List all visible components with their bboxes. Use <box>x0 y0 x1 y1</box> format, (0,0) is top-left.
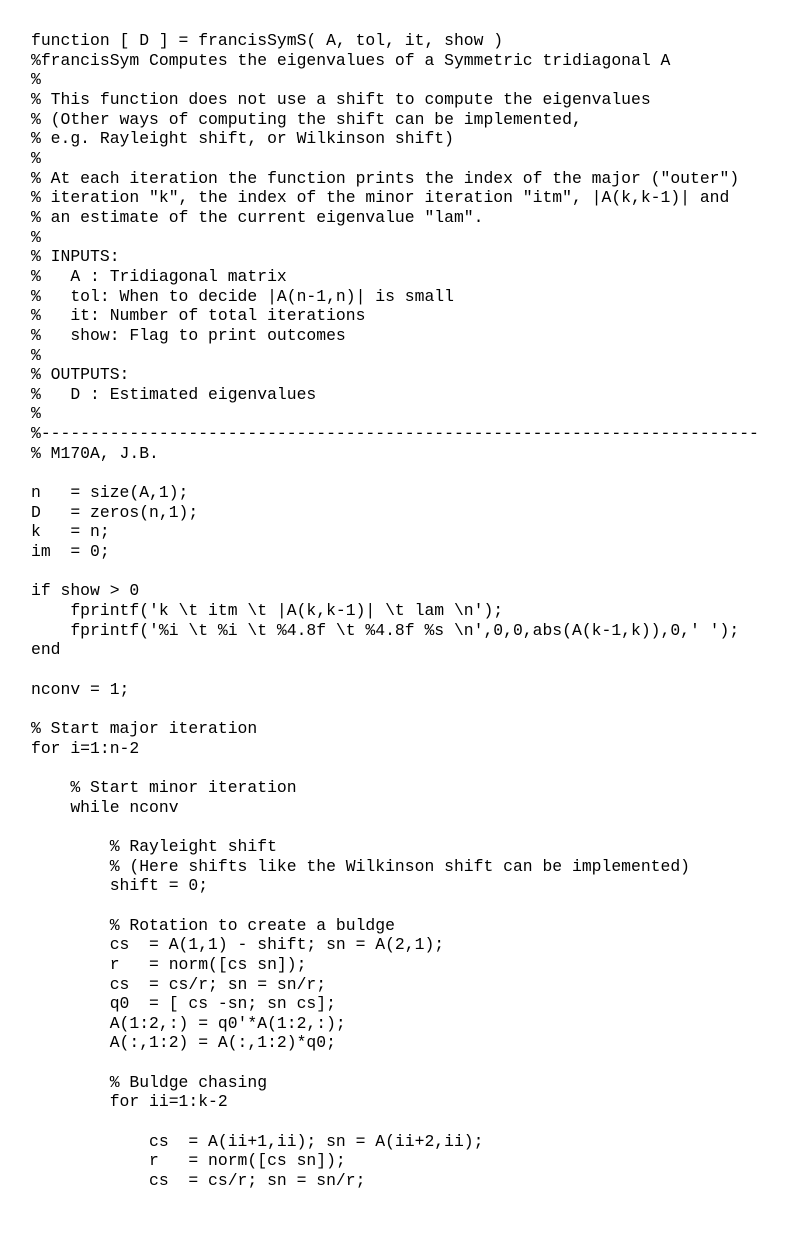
code-line: n = size(A,1); <box>31 483 189 503</box>
code-line: nconv = 1; <box>31 679 130 699</box>
code-line: % <box>31 227 41 247</box>
code-line: while nconv <box>31 797 179 817</box>
code-line: function [ D ] = francisSymS( A, tol, it, show ) <box>31 31 504 50</box>
code-line: cs = cs/r; sn = sn/r; <box>31 1171 366 1191</box>
code-line: % Rayleight shift <box>31 836 277 856</box>
code-line: q0 = [ cs -sn; sn cs]; <box>31 994 336 1014</box>
code-line: for ii=1:k-2 <box>31 1092 228 1112</box>
code-line: % Start major iteration <box>31 718 258 738</box>
code-line <box>31 758 759 778</box>
code-line: % <box>31 345 41 365</box>
code-line: A(1:2,:) = q0'*A(1:2,:); <box>31 1013 346 1033</box>
code-line: for i=1:n-2 <box>31 738 140 758</box>
code-line: % it: Number of total iterations <box>31 306 366 326</box>
code-line <box>31 817 759 837</box>
code-line: cs = A(1,1) - shift; sn = A(2,1); <box>31 935 445 955</box>
code-line: r = norm([cs sn]); <box>31 1151 346 1171</box>
code-line <box>31 699 759 719</box>
code-line: % (Other ways of computing the shift can be implemented, <box>31 109 582 129</box>
code-line: % <box>31 70 41 90</box>
code-line: fprintf('%i \t %i \t %4.8f \t %4.8f %s \n',0,0,abs(A(k-1,k)),0,' '); <box>31 620 740 640</box>
code-line: % Rotation to create a buldge <box>31 915 395 935</box>
code-line <box>31 463 759 483</box>
code-line: %------------------------------------------------------------------------- <box>31 424 759 444</box>
code-line: % A : Tridiagonal matrix <box>31 266 287 286</box>
code-line <box>31 896 759 916</box>
code-line: A(:,1:2) = A(:,1:2)*q0; <box>31 1033 336 1053</box>
code-line: % This function does not use a shift to compute the eigenvalues <box>31 89 651 109</box>
code-line: % At each iteration the function prints the index of the major ("outer") <box>31 168 740 188</box>
code-line: if show > 0 <box>31 581 140 601</box>
code-line: % D : Estimated eigenvalues <box>31 384 317 404</box>
code-line <box>31 562 759 582</box>
code-line <box>31 660 759 680</box>
code-line: % Start minor iteration <box>31 777 297 797</box>
code-line: cs = cs/r; sn = sn/r; <box>31 974 327 994</box>
code-line: % tol: When to decide |A(n-1,n)| is small <box>31 286 454 306</box>
code-line: % e.g. Rayleight shift, or Wilkinson shift) <box>31 129 454 149</box>
code-listing <box>31 31 759 1191</box>
code-line: % <box>31 404 41 424</box>
code-line: cs = A(ii+1,ii); sn = A(ii+2,ii); <box>31 1131 484 1151</box>
code-line: % show: Flag to print outcomes <box>31 325 346 345</box>
code-line: fprintf('k \t itm \t |A(k,k-1)| \t lam \n'); <box>31 601 504 621</box>
code-line: % OUTPUTS: <box>31 365 130 385</box>
code-line: % M170A, J.B. <box>31 443 159 463</box>
code-line: % Buldge chasing <box>31 1072 268 1092</box>
code-line: %francisSym Computes the eigenvalues of a Symmetric tridiagonal A <box>31 50 671 70</box>
code-line: shift = 0; <box>31 876 209 896</box>
code-line: D = zeros(n,1); <box>31 502 199 522</box>
code-line: % an estimate of the current eigenvalue "lam". <box>31 207 484 227</box>
code-line: % (Here shifts like the Wilkinson shift can be implemented) <box>31 856 691 876</box>
code-line: % iteration "k", the index of the minor iteration "itm", |A(k,k-1)| and <box>31 188 730 208</box>
code-line: k = n; <box>31 522 110 542</box>
code-line: r = norm([cs sn]); <box>31 954 307 974</box>
code-line: % INPUTS: <box>31 247 120 267</box>
code-line: im = 0; <box>31 542 110 562</box>
code-line: % <box>31 148 41 168</box>
code-line <box>31 1053 759 1073</box>
code-line: end <box>31 640 61 660</box>
code-line <box>31 1112 759 1132</box>
